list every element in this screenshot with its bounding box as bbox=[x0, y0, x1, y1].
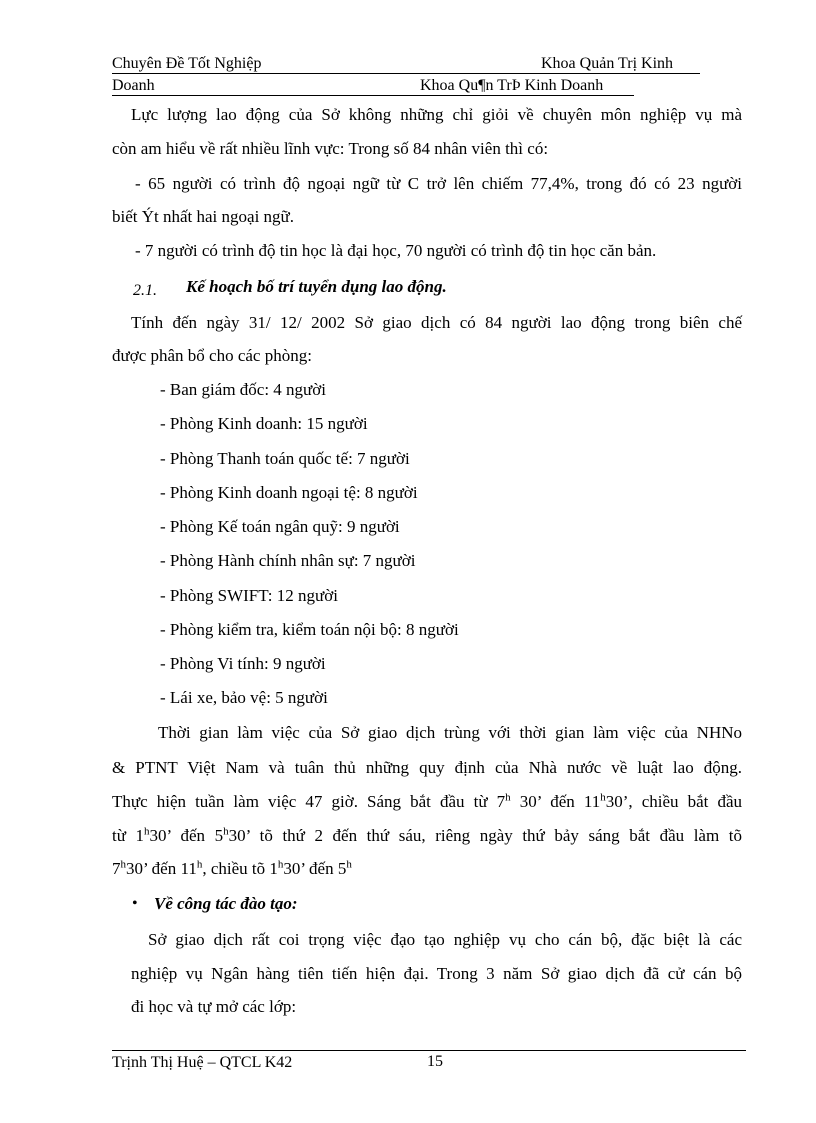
section-title: Kế hoạch bố trí tuyển dụng lao động. bbox=[186, 277, 447, 296]
page-number: 15 bbox=[427, 1053, 443, 1070]
list-item: - Phòng Kinh doanh ngoại tệ: 8 người bbox=[160, 483, 418, 502]
paragraph-5-line-5: 7$^h$30’ đến 11$^h$, chiều tõ 1$^h$30’ đến 5$^h$ bbox=[112, 858, 352, 878]
paragraph-5-line-4: từ 1$^h$30’ đến 5$^h$30’ tõ thứ 2 đến thứ sáu, riêng ngày thứ bảy sáng bắt đầu làm tõ bbox=[112, 825, 743, 845]
header-rule-2 bbox=[112, 95, 634, 96]
list-item: - Phòng kiểm tra, kiểm toán nội bộ: 8 người bbox=[160, 620, 459, 639]
list-item: - Phòng Hành chính nhân sự: 7 người bbox=[160, 551, 416, 570]
list-item: - Lái xe, bảo vệ: 5 người bbox=[160, 688, 328, 707]
paragraph-5-line-1: Thời gian làm việc của Sở giao dịch trùng với thời gian làm việc của NHNo bbox=[158, 723, 742, 742]
training-line-2: nghiệp vụ Ngân hàng tiên tiến hiện đại. Trong 3 năm Sở giao dịch đã cử cán bộ bbox=[131, 964, 742, 983]
list-item: - Phòng SWIFT: 12 người bbox=[160, 586, 338, 605]
paragraph-4-line-2: được phân bổ cho các phòng: bbox=[112, 346, 312, 365]
list-item: - Phòng Kinh doanh: 15 người bbox=[160, 414, 368, 433]
bullet-icon: • bbox=[132, 895, 138, 912]
header-left: Chuyên Đề Tốt Nghiệp bbox=[112, 55, 262, 72]
footer-rule bbox=[112, 1050, 746, 1051]
paragraph-1-line-2: còn am hiểu về rất nhiều lĩnh vực: Trong số 84 nhân viên thì có: bbox=[112, 139, 549, 158]
paragraph-2-line-1: - 65 người có trình độ ngoại ngữ từ C trở lên chiếm 77,4%, trong đó có 23 người bbox=[135, 174, 742, 193]
list-item: - Phòng Vi tính: 9 người bbox=[160, 654, 326, 673]
header-right-2: Khoa Qu¶n TrÞ Kinh Doanh bbox=[420, 77, 604, 94]
paragraph-2-line-2: biết Ýt nhất hai ngoại ngữ. bbox=[112, 207, 295, 226]
footer-author: Trịnh Thị Huệ – QTCL K42 bbox=[112, 1054, 293, 1071]
paragraph-3-line-1: - 7 người có trình độ tin học là đại học, 70 người có trình độ tin học căn bản. bbox=[135, 241, 657, 260]
list-item: - Ban giám đốc: 4 người bbox=[160, 380, 326, 399]
paragraph-5-line-2: & PTNT Việt Nam và tuân thủ những quy định của Nhà nước về luật lao động. bbox=[112, 758, 742, 777]
training-line-1: Sở giao dịch rất coi trọng việc đạo tạo nghiệp vụ cho cán bộ, đặc biệt là các bbox=[148, 930, 742, 949]
list-item: - Phòng Thanh toán quốc tế: 7 người bbox=[160, 449, 410, 468]
section-number: 2.1. bbox=[133, 282, 157, 299]
header-left-2: Doanh bbox=[112, 77, 155, 94]
header-rule-1 bbox=[112, 73, 700, 74]
paragraph-4-line-1: Tính đến ngày 31/ 12/ 2002 Sở giao dịch có 84 người lao động trong biên chế bbox=[131, 313, 742, 332]
list-item: - Phòng Kế toán ngân quỹ: 9 người bbox=[160, 517, 400, 536]
training-line-3: đi học và tự mở các lớp: bbox=[131, 997, 297, 1016]
training-title: Về công tác đào tạo: bbox=[154, 894, 298, 913]
paragraph-1-line-1: Lực lượng lao động của Sở không những chỉ giỏi về chuyên môn nghiệp vụ mà bbox=[131, 105, 742, 124]
header-right: Khoa Quản Trị Kinh bbox=[541, 55, 674, 72]
paragraph-5-line-3: Thực hiện tuần làm việc 47 giờ. Sáng bắt đầu từ 7$^h$ 30’ đến 11$^h$30’, chiều bắt đầu bbox=[112, 791, 742, 811]
